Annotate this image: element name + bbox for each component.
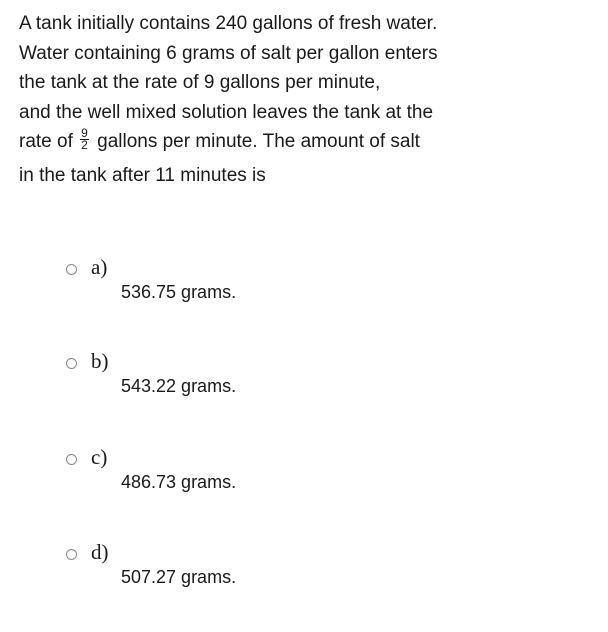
question-text-segment: gallons per minute. The amount of salt: [91, 131, 420, 152]
question-line: A tank initially contains 240 gallons of fresh water.: [19, 13, 438, 34]
option-c[interactable]: [66, 445, 366, 499]
option-answer: 536.75 grams.: [121, 282, 237, 302]
option-answer: 543.22 grams.: [121, 376, 237, 396]
radio-button-b[interactable]: [66, 358, 77, 369]
radio-button-d[interactable]: [66, 549, 77, 560]
question-text: [19, 9, 489, 190]
radio-button-a[interactable]: [66, 264, 77, 275]
option-letter: a): [91, 255, 108, 279]
option-letter: b): [91, 349, 109, 373]
option-answer: 486.73 grams.: [121, 472, 237, 492]
radio-button-c[interactable]: [66, 454, 77, 465]
option-answer: 507.27 grams.: [121, 567, 237, 587]
fraction-denominator: 2: [81, 138, 88, 153]
question-line: Water containing 6 grams of salt per gallon enters: [19, 42, 438, 64]
option-letter: c): [91, 445, 108, 469]
question-line: in the tank after 11 minutes is: [19, 164, 266, 186]
option-letter: d): [91, 540, 109, 564]
fraction-numerator: 9: [81, 126, 88, 141]
option-a[interactable]: [66, 255, 366, 309]
fraction: [80, 128, 89, 151]
question-line-with-fraction: [19, 127, 489, 157]
option-b[interactable]: [66, 349, 366, 403]
option-d[interactable]: [66, 540, 366, 594]
question-line: the tank at the rate of 9 gallons per minute,: [19, 72, 381, 93]
question-text-segment: rate of: [19, 131, 79, 152]
question-line: and the well mixed solution leaves the tank at the: [19, 101, 434, 123]
